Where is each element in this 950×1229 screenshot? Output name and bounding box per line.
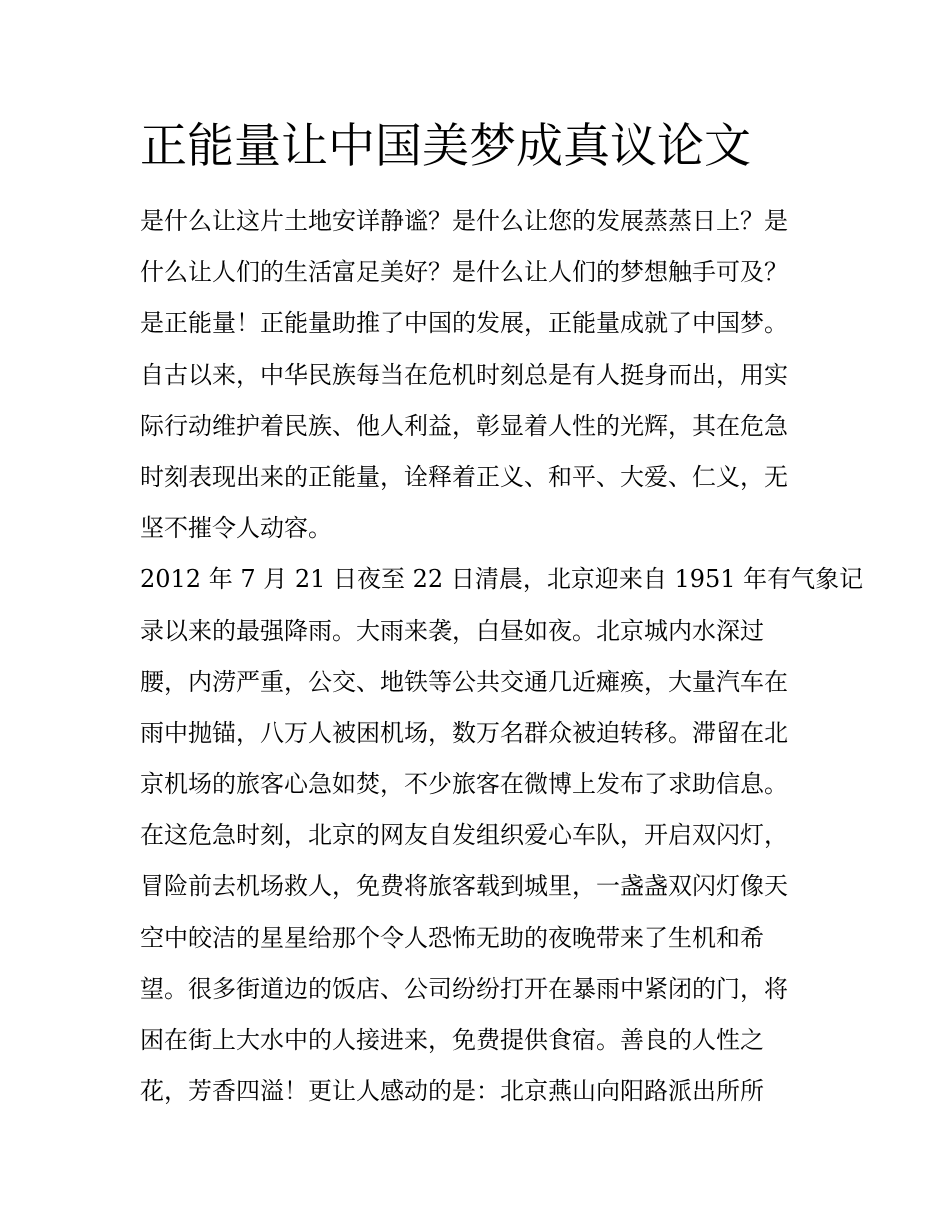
paragraph-line: 冒险前去机场救人，免费将旅客载到城里，一盏盏双闪灯像天 (140, 872, 788, 901)
paragraph-line: 花，芳香四溢！更让人感动的是：北京燕山向阳路派出所所 (140, 1077, 764, 1106)
paragraph-line: 空中皎洁的星星给那个令人恐怖无助的夜晚带来了生机和希 (140, 923, 764, 952)
paragraph-line: 是正能量！正能量助推了中国的发展，正能量成就了中国梦。 (140, 309, 788, 338)
paragraph-line: 什么让人们的生活富足美好？是什么让人们的梦想触手可及？ (140, 258, 788, 287)
paragraph-line: 坚不摧令人动容。 (140, 514, 332, 543)
paragraph-line: 雨中抛锚，八万人被困机场，数万名群众被迫转移。滞留在北 (140, 718, 788, 747)
paragraph-line: 自古以来，中华民族每当在危机时刻总是有人挺身而出，用实 (140, 360, 788, 389)
paragraph-line: 是什么让这片土地安详静谧？是什么让您的发展蒸蒸日上？是 (140, 207, 788, 235)
paragraph-line: 腰，内涝严重，公交、地铁等公共交通几近瘫痪，大量汽车在 (140, 667, 788, 696)
paragraph-line: 困在街上大水中的人接进来，免费提供食宿。善良的人性之 (140, 1026, 764, 1054)
document-title: 正能量让中国美梦成真议论文 (140, 119, 751, 174)
paragraph-line: 录以来的最强降雨。大雨来袭，白昼如夜。北京城内水深过 (140, 616, 764, 645)
paragraph-line: 京机场的旅客心急如焚，不少旅客在微博上发布了求助信息。 (140, 770, 788, 799)
paragraph-line: 在这危急时刻，北京的网友自发组织爱心车队，开启双闪灯， (140, 821, 788, 850)
paragraph-line: 时刻表现出来的正能量，诠释着正义、和平、大爱、仁义，无 (140, 462, 788, 491)
paragraph-line: 2012 年 7 月 21 日夜至 22 日清晨，北京迎来自 1951 年有气象记 (140, 565, 864, 594)
document-body (140, 196, 864, 1117)
paragraph-line: 际行动维护着民族、他人利益，彰显着人性的光辉，其在危急 (140, 411, 788, 440)
paragraph-line: 望。很多街道边的饭店、公司纷纷打开在暴雨中紧闭的门，将 (140, 974, 788, 1003)
